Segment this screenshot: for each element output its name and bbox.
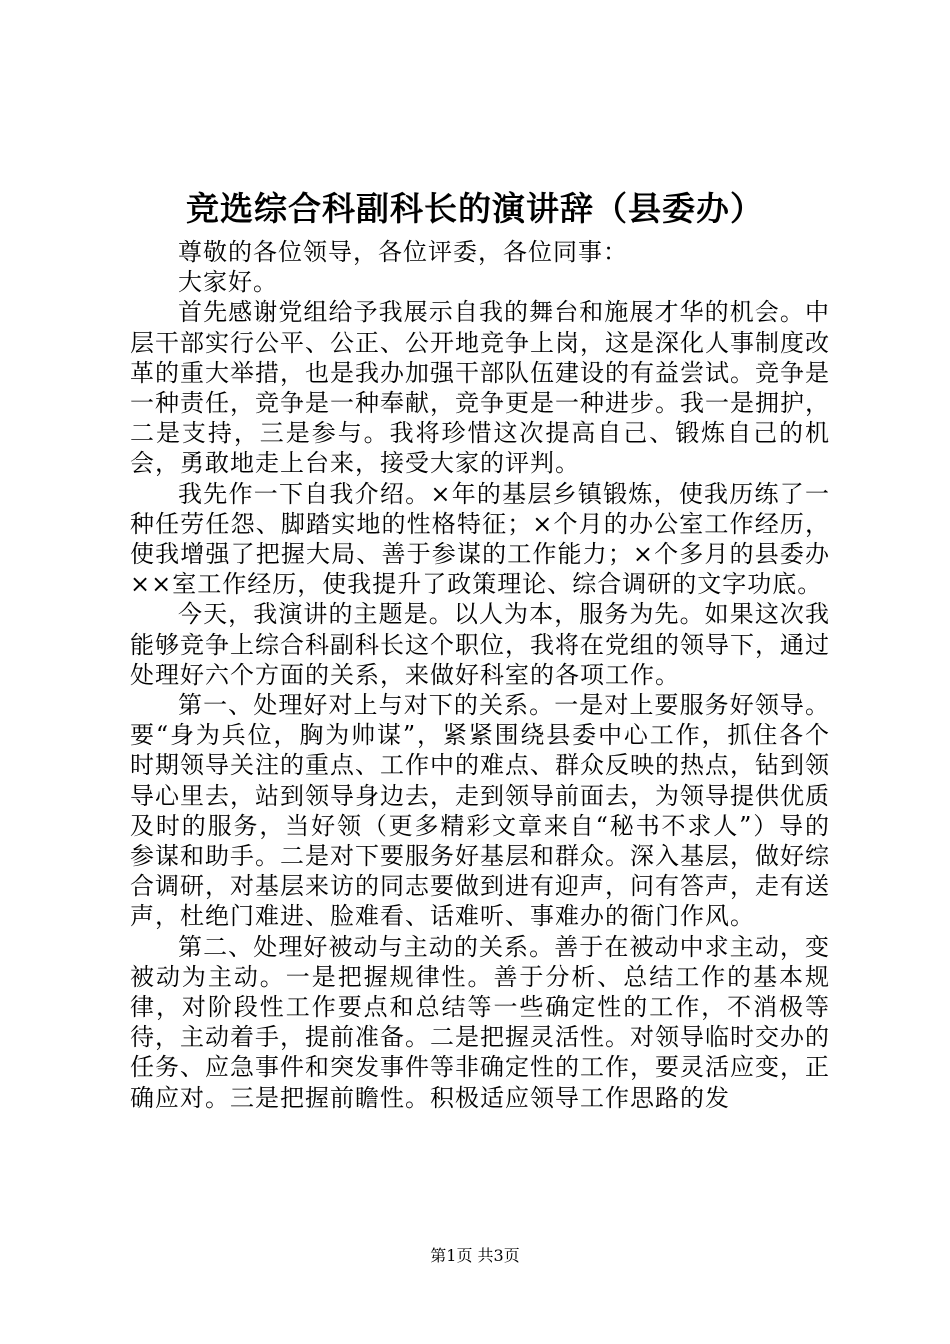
body-paragraph: 第一、处理好对上与对下的关系。一是对上要服务好领导。要“身为兵位，胸为帅谋”，紧紧围绕县委中心工作，抓住各个时期领导关注的重点、工作中的难点、群众反映的热点，钻到领导心里去，站到领导身边去，走到领导前面去，为领导提供优质及时的服务，当好领（更多精彩文章来自“秘书不求人”）导的参谋和助手。二是对下要服务好基层和群众。深入基层，做好综合调研，对基层来访的同志要做到进有迎声，问有答声，走有送声，杜绝门难进、脸难看、话难听、事难办的衙门作风。 xyxy=(130,691,830,931)
body-paragraph: 首先感谢党组给予我展示自我的舞台和施展才华的机会。中层干部实行公平、公正、公开地竞争上岗，这是深化人事制度改革的重大举措，也是我办加强干部队伍建设的有益尝试。竞争是一种责任，竞争是一种奉献，竞争更是一种进步。我一是拥护，二是支持，三是参与。我将珍惜这次提高自己、锻炼自己的机会，勇敢地走上台来，接受大家的评判。 xyxy=(130,298,830,478)
document-body xyxy=(130,237,830,1113)
body-paragraph: 今天，我演讲的主题是。以人为本，服务为先。如果这次我能够竞争上综合科副科长这个职位，我将在党组的领导下，通过处理好六个方面的关系，来做好科室的各项工作。 xyxy=(130,600,830,689)
body-paragraph: 我先作一下自我介绍。×年的基层乡镇锻炼，使我历练了一种任劳任怨、脚踏实地的性格特征；×个月的办公室工作经历，使我增强了把握大局、善于参谋的工作能力；×个多月的县委办××室工作经历，使我提升了政策理论、综合调研的文字功底。 xyxy=(130,479,830,599)
greeting-paragraph: 大家好。 xyxy=(178,268,278,297)
salutation-paragraph: 尊敬的各位领导，各位评委，各位同事： xyxy=(178,238,628,266)
page-footer: 第1页 共3页 xyxy=(430,1246,520,1265)
body-paragraph: 第二、处理好被动与主动的关系。善于在被动中求主动，变被动为主动。一是把握规律性。善于分析、总结工作的基本规律，对阶段性工作要点和总结等一些确定性的工作，不消极等待，主动着手，提前准备。二是把握灵活性。对领导临时交办的任务、应急事件和突发事件等非确定性的工作，要灵活应变，正确应对。三是把握前瞻性。积极适应领导工作思路的发 xyxy=(130,932,830,1112)
document-title: 竞选综合科副科长的演讲辞（县委办） xyxy=(186,189,764,228)
